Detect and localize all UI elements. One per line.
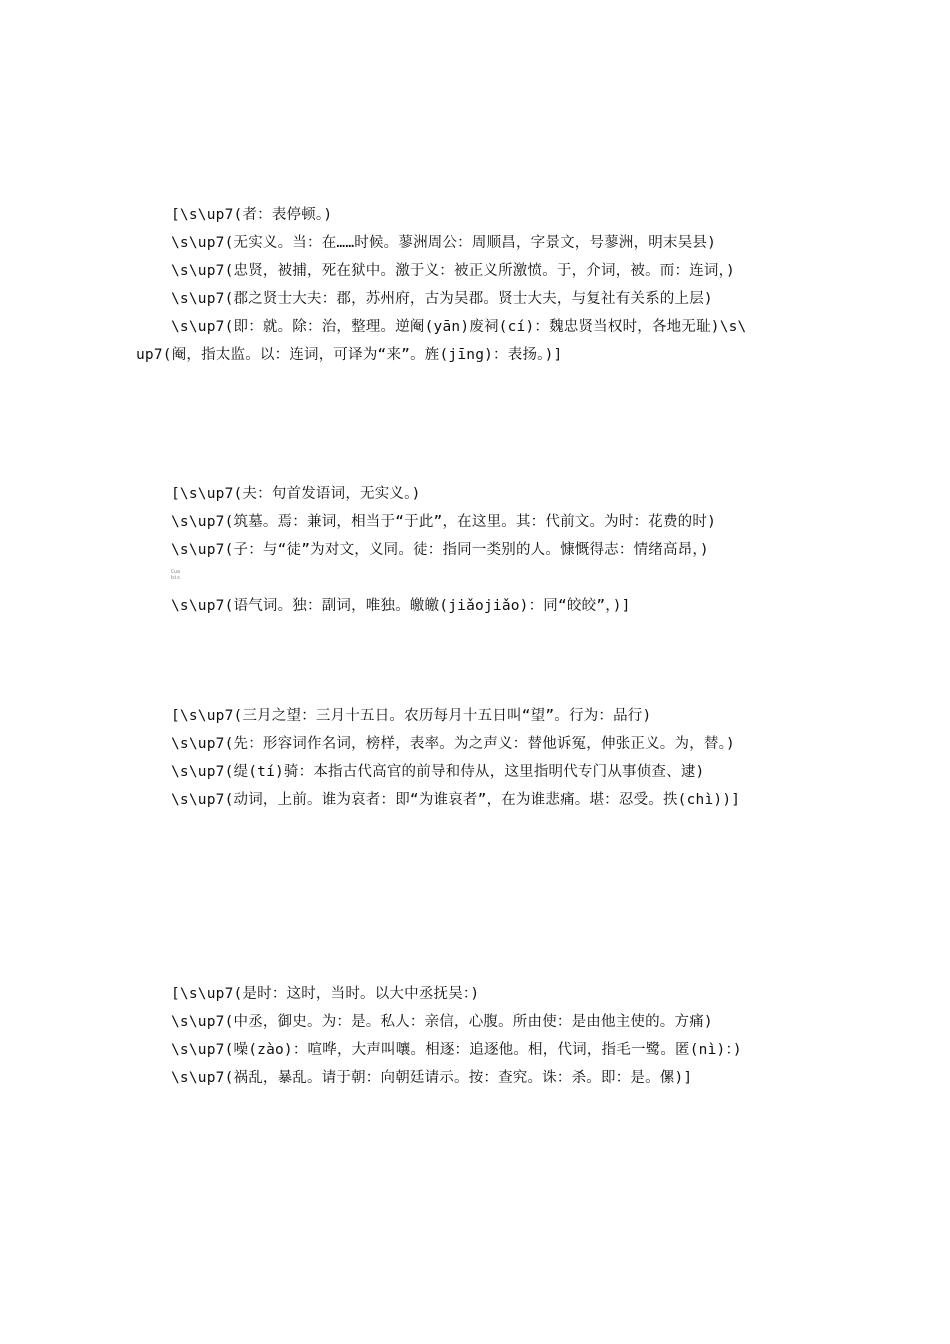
text-line: \s\up7(中丞，御史。为：是。私人：亲信，心腹。所由使：是由他主使的。方痛): [171, 1014, 713, 1030]
text-line: [\s\up7(是时：这时，当时。以大中丞抚吴：): [171, 986, 480, 1002]
text-line: \s\up7(先：形容词作名词，榜样，表率。为之声义：替他诉冤，伸张正义。为，替。): [171, 736, 735, 752]
text-line: \s\up7(郡之贤士大夫：郡，苏州府，古为吴郡。贤士大夫，与复社有关系的上层): [171, 291, 713, 307]
text-line: \s\up7(缇(tí)骑：本指古代高官的前导和侍从，这里指明代专门从事侦查、逮): [171, 764, 705, 780]
text-line: \s\up7(子：与“徒”为对文，义同。徒：指同一类别的人。慷慨得志：情绪高昂，): [171, 542, 709, 558]
text-line: [\s\up7(夫：句首发语词，无实义。): [171, 486, 421, 502]
text-line: \s\up7(忠贤，被捕，死在狱中。激于义：被正义所激愤。于，介词，被。而：连词，): [171, 263, 735, 279]
text-line: \s\up7(无实义。当：在……时候。蓼洲周公：周顺昌，字景文，号蓼洲，明末吴县): [171, 235, 716, 251]
text-line: up7(阉，指太监。以：连词，可译为“来”。旌(jīng)：表扬。)]: [136, 347, 563, 363]
text-line: [\s\up7(者：表停顿。): [171, 207, 333, 223]
text-line: \s\up7(语气词。独：副词，唯独。皦皦(jiǎojiǎo)：同“皎皎”，)]: [171, 598, 631, 614]
text-line: \s\up7(动词，上前。谁为哀者：即“为谁哀者”，在为谁悲痛。堪：忍受。抶(chì))]: [171, 792, 741, 808]
text-line: \s\up7(即：就。除：治，整理。逆阉(yān)废祠(cí)：魏忠贤当权时，各地无耻)\s\: [171, 319, 747, 335]
text-line: \s\up7(噪(zào)：喧哗，大声叫嚷。相逐：追逐他。相，代词，指毛一鹭。匿(nì)：): [171, 1042, 742, 1058]
text-line: \s\up7(祸乱，暴乱。请于朝：向朝廷请示。按：查究。诛：杀。即：是。傫)]: [171, 1070, 693, 1086]
text-line: [\s\up7(三月之望：三月十五日。农历每月十五日叫“望”。行为：品行): [171, 708, 652, 724]
text-line: \s\up7(筑墓。焉：兼词，相当于“于此”，在这里。其：代前文。为时：花费的时): [171, 514, 716, 530]
tiny-artifact-text: Cua bis: [171, 569, 181, 581]
